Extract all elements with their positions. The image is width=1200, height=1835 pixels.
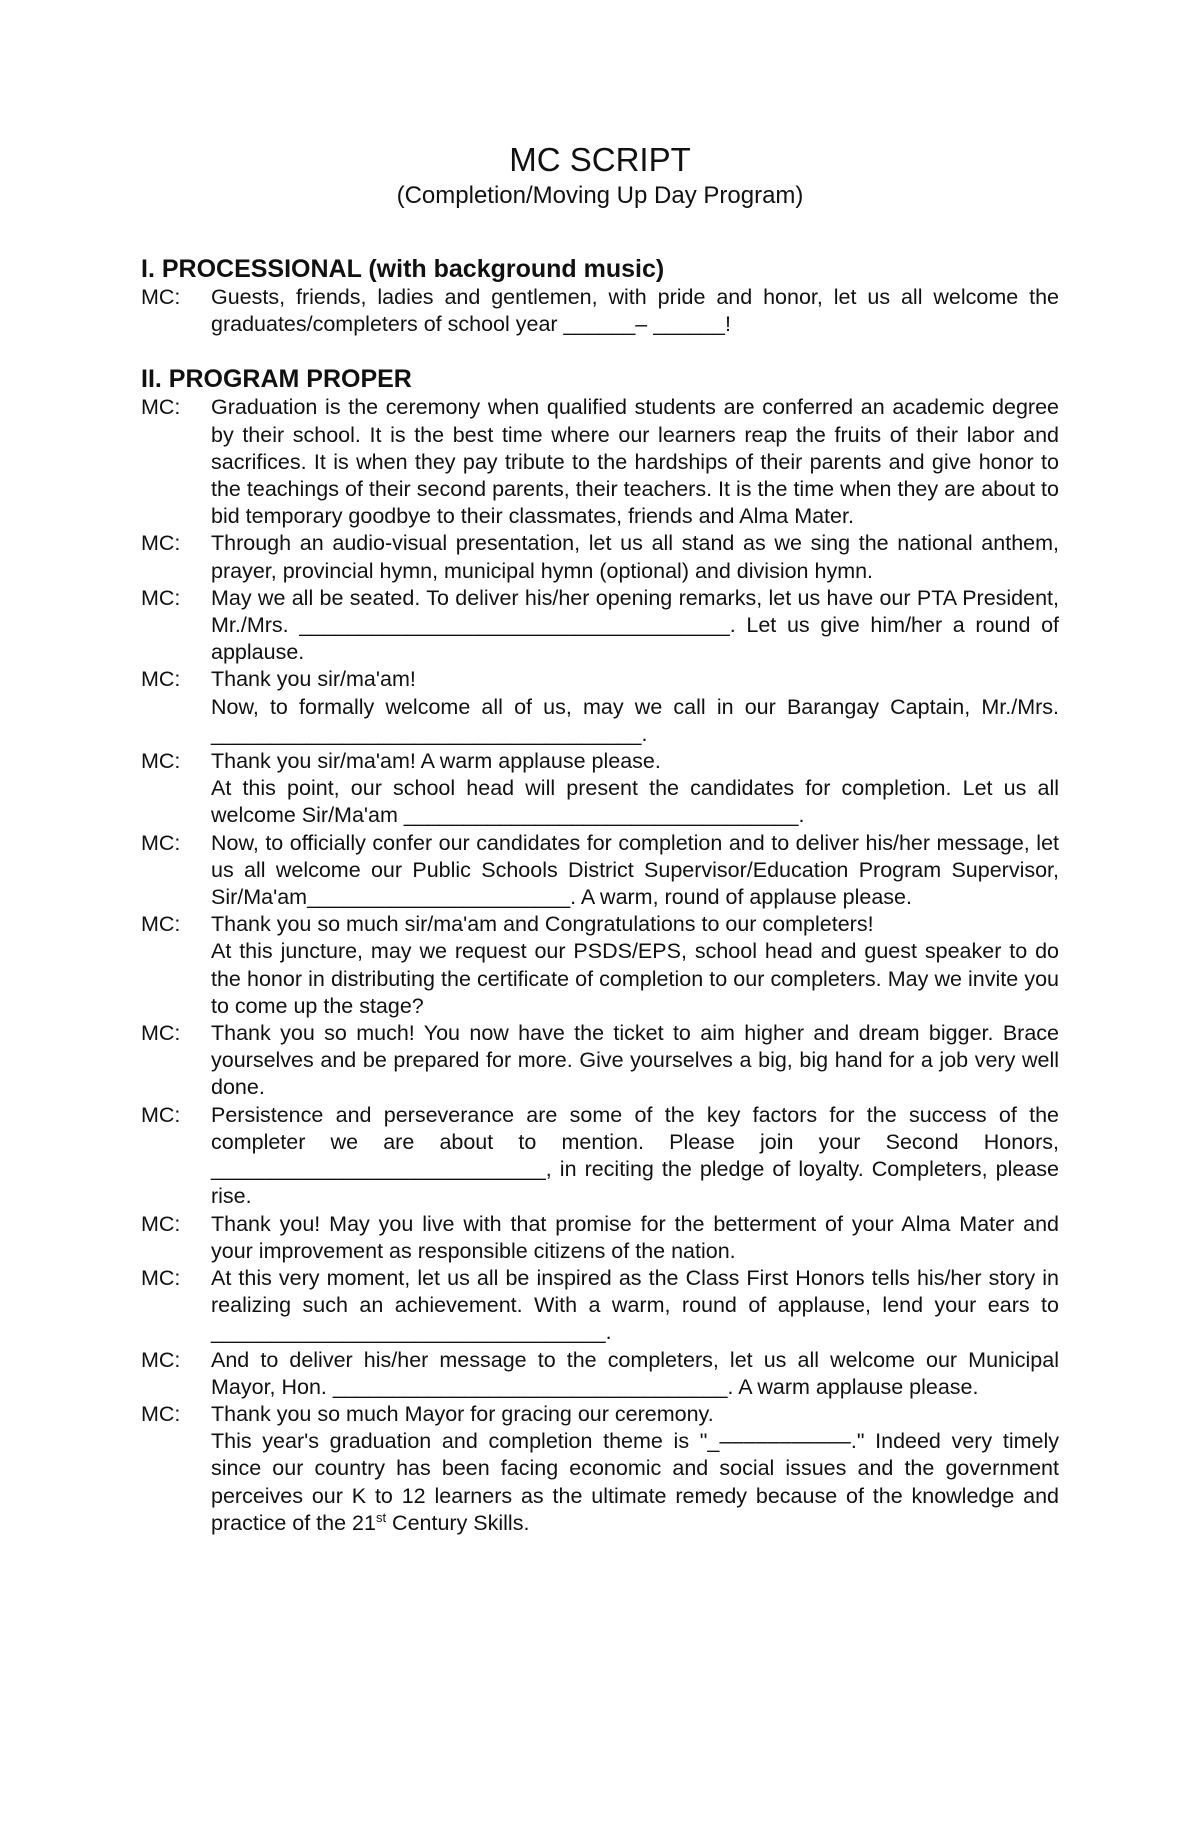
mc-entry [141,748,1059,830]
speaker-label: MC: [141,531,181,556]
speaker-label: MC: [141,1401,181,1426]
entry-text: Thank you sir/ma'am! [211,667,416,692]
entry-text [211,1428,1059,1537]
entry-text: Persistence and perseverance are some of the key factors for the success of the completer we are about to mention. Please join your Second Honors, ____________________________, in reciting the pledge of loyalty. Completers, please rise. [211,1102,1059,1209]
mc-entry [141,1020,1059,1102]
speaker-label: MC: [141,395,181,420]
mc-entry [141,666,1059,748]
entry-text: Thank you! May you live with that promise for the betterment of your Alma Mater and your improvement as responsible citizens of the nation. [211,1211,1059,1263]
entry-text: Now, to formally welcome all of us, may we call in our Barangay Captain, Mr./Mrs. ____________________________________. [211,694,1059,746]
speaker-label: MC: [141,1021,181,1046]
mc-entry [141,284,1059,338]
mc-entry [141,530,1059,584]
speaker-label: MC: [141,1347,181,1372]
section-processional [141,254,1059,338]
entry-text-end: Century Skills. [386,1510,530,1535]
mc-entry [141,830,1059,912]
speaker-label: MC: [141,667,181,692]
script-body [141,140,1059,1537]
page-title: MC SCRIPT [509,141,691,178]
speaker-label: MC: [141,749,181,774]
mc-entry [141,1401,1059,1537]
entry-text: Now, to officially confer our candidates for completion and to deliver his/her message, let us all welcome our Public Schools District Supervisor/Education Program Supervisor, Sir/Ma'am______________________. A warm, round of applause please. [211,830,1059,910]
ordinal-suffix: st [375,1509,387,1525]
mc-entry [141,1102,1059,1211]
page-subtitle: (Completion/Moving Up Day Program) [396,182,804,209]
entry-text: Through an audio-visual presentation, let us all stand as we sing the national anthem, prayer, provincial hymn, municipal hymn (optional) and division hymn. [211,531,1059,583]
entry-text: Thank you so much sir/ma'am and Congratulations to our completers! [211,912,874,937]
speaker-label: MC: [141,912,181,937]
mc-entry [141,585,1059,667]
mc-entry [141,1347,1059,1401]
mc-entry [141,394,1059,530]
speaker-label: MC: [141,1211,181,1236]
entry-text: Thank you so much! You now have the ticket to aim higher and dream bigger. Brace yourselves and be prepared for more. Give yourselves a big, big hand for a job very well done. [211,1021,1059,1100]
mc-entry [141,1265,1059,1347]
speaker-label: MC: [141,585,181,610]
speaker-label: MC: [141,285,181,309]
section-program-proper [141,364,1059,1537]
entry-text: May we all be seated. To deliver his/her opening remarks, let us have our PTA President, Mr./Mrs. ____________________________________. Let us give him/her a round of applause. [211,585,1059,665]
entry-text: And to deliver his/her message to the completers, let us all welcome our Municipal Mayor, Hon. _________________________________. A warm applause please. [211,1347,1059,1399]
entry-text-main: This year's graduation and completion theme is "_–––––––––––." Indeed very timely since our country has been facing economic and social issues and the government perceives our K to 12 learners as the ultimate remedy because of the knowledge and practice of the 21 [211,1429,1059,1535]
speaker-label: MC: [141,1102,181,1127]
entry-text: Graduation is the ceremony when qualified students are conferred an academic degree by their school. It is the best time where our learners reap the fruits of their labor and sacrifices. It is when they pay tribute to the hardships of their parents and give honor to the teachings of their second parents, their teachers. It is the time when they are about to bid temporary goodbye to their classmates, friends and Alma Mater. [211,395,1059,529]
speaker-label: MC: [141,1265,181,1290]
entry-text: Guests, friends, ladies and gentlemen, with pride and honor, let us all welcome the graduates/completers of school year ______– ______! [211,285,1059,337]
entry-text: At this very moment, let us all be inspired as the Class First Honors tells his/her story in realizing such an achievement. With a warm, round of applause, lend your ears to _________________________________. [211,1265,1059,1345]
mc-entry [141,911,1059,1020]
speaker-label: MC: [141,830,181,855]
section-heading: I. PROCESSIONAL (with background music) [141,255,665,283]
entry-text: At this juncture, may we request our PSDS/EPS, school head and guest speaker to do the honor in distributing the certificate of completion to our completers. May we invite you to come up the stage? [211,939,1059,1018]
entry-text: Thank you sir/ma'am! A warm applause please. [211,749,661,774]
mc-entry [141,1211,1059,1265]
section-heading: II. PROGRAM PROPER [141,365,412,394]
entry-text: At this point, our school head will present the candidates for completion. Let us all welcome Sir/Ma'am _________________________________. [211,776,1059,828]
entry-text: Thank you so much Mayor for gracing our ceremony. [211,1401,714,1426]
